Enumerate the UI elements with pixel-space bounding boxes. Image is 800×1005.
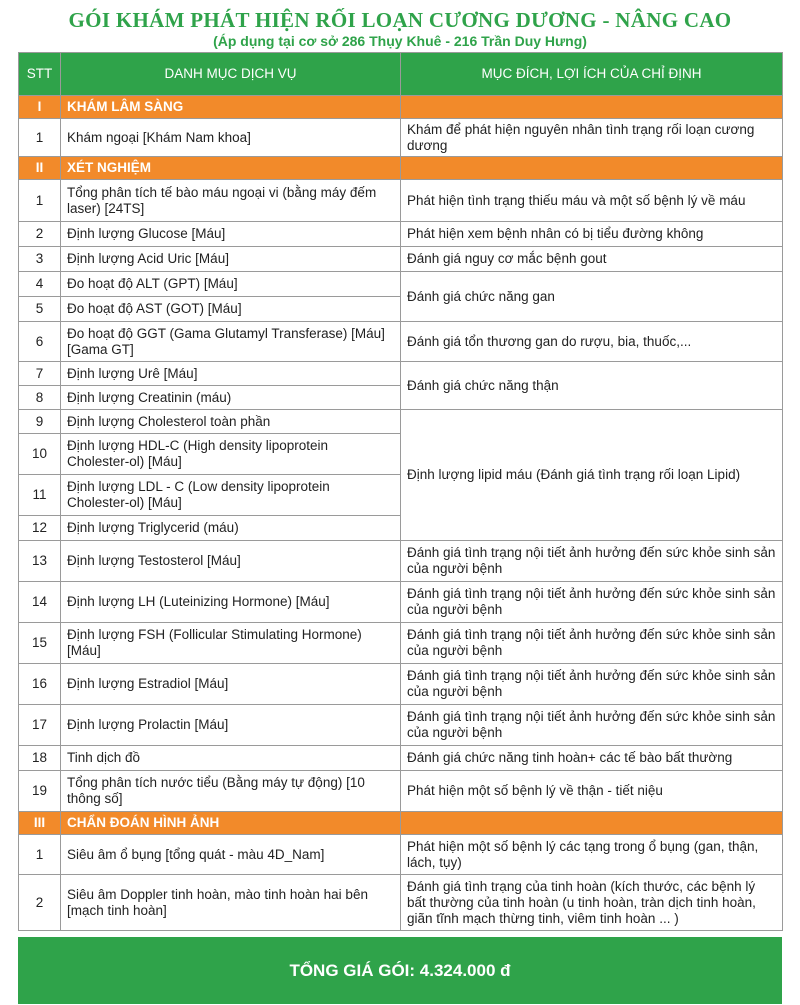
page-subtitle: (Áp dụng tại cơ sở 286 Thụy Khuê - 216 Trần Duy Hưng) xyxy=(213,33,587,49)
table-row xyxy=(19,746,783,771)
page-title: GÓI KHÁM PHÁT HIỆN RỐI LOẠN CƯƠNG DƯƠNG - NÂNG CAO xyxy=(68,8,732,32)
service-cell: Siêu âm Doppler tinh hoàn, mào tinh hoàn hai bên [mạch tinh hoàn] xyxy=(61,875,401,931)
row-number: 14 xyxy=(19,582,61,623)
row-number: 4 xyxy=(19,272,61,297)
row-number: 17 xyxy=(19,705,61,746)
row-number: 5 xyxy=(19,297,61,322)
service-cell: Định lượng Estradiol [Máu] xyxy=(61,664,401,705)
service-cell: Tổng phân tích nước tiểu (Bằng máy tự động) [10 thông số] xyxy=(61,771,401,812)
service-cell: Định lượng Glucose [Máu] xyxy=(61,222,401,247)
purpose-cell: Phát hiện xem bệnh nhân có bị tiểu đường không xyxy=(401,222,783,247)
purpose-cell: Đánh giá tình trạng nội tiết ảnh hưởng đến sức khỏe sinh sản của người bệnh xyxy=(401,705,783,746)
service-cell: Khám ngoại [Khám Nam khoa] xyxy=(61,119,401,157)
purpose-cell: Đánh giá nguy cơ mắc bệnh gout xyxy=(401,247,783,272)
service-cell: Định lượng LH (Luteinizing Hormone) [Máu] xyxy=(61,582,401,623)
service-cell: Định lượng Creatinin (máu) xyxy=(61,386,401,410)
service-cell: Định lượng Triglycerid (máu) xyxy=(61,516,401,541)
table-row xyxy=(19,222,783,247)
table-row xyxy=(19,664,783,705)
service-cell: Định lượng FSH (Follicular Stimulating Hormone) [Máu] xyxy=(61,623,401,664)
row-number: 19 xyxy=(19,771,61,812)
purpose-cell: Đánh giá tình trạng nội tiết ảnh hưởng đến sức khỏe sinh sản của người bệnh xyxy=(401,541,783,582)
table-header-row xyxy=(19,53,783,96)
row-number: 1 xyxy=(19,180,61,222)
table-row xyxy=(19,541,783,582)
section-row xyxy=(19,157,783,180)
header-stt: STT xyxy=(19,53,61,96)
header-service: DANH MỤC DỊCH VỤ xyxy=(61,53,401,96)
purpose-cell: Phát hiện một số bệnh lý các tạng trong ổ bụng (gan, thận, lách, tụy) xyxy=(401,835,783,875)
section-title: XÉT NGHIỆM xyxy=(61,157,401,180)
purpose-cell: Đánh giá tình trạng nội tiết ảnh hưởng đến sức khỏe sinh sản của người bệnh xyxy=(401,582,783,623)
service-cell: Định lượng Cholesterol toàn phần xyxy=(61,410,401,434)
purpose-cell: Đánh giá chức năng tinh hoàn+ các tế bào bất thường xyxy=(401,746,783,771)
purpose-cell: Đánh giá tình trạng nội tiết ảnh hưởng đến sức khỏe sinh sản của người bệnh xyxy=(401,664,783,705)
table-row xyxy=(19,582,783,623)
header-purpose: MỤC ĐÍCH, LỢI ÍCH CỦA CHỈ ĐỊNH xyxy=(401,53,783,96)
row-number: 12 xyxy=(19,516,61,541)
service-cell: Định lượng Acid Uric [Máu] xyxy=(61,247,401,272)
table-row xyxy=(19,322,783,362)
purpose-cell: Đánh giá chức năng gan xyxy=(401,272,783,322)
row-number: 11 xyxy=(19,475,61,516)
table-row xyxy=(19,623,783,664)
purpose-cell: Phát hiện tình trạng thiếu máu và một số bệnh lý về máu xyxy=(401,180,783,222)
row-number: 13 xyxy=(19,541,61,582)
row-number: 7 xyxy=(19,362,61,386)
table-row xyxy=(19,362,783,386)
total-price-banner: TỔNG GIÁ GÓI: 4.324.000 đ xyxy=(18,937,782,1004)
table-row xyxy=(19,875,783,931)
section-row xyxy=(19,96,783,119)
service-table xyxy=(18,52,783,931)
purpose-cell: Phát hiện một số bệnh lý về thận - tiết niệu xyxy=(401,771,783,812)
row-number: 9 xyxy=(19,410,61,434)
table-row xyxy=(19,771,783,812)
purpose-cell: Đánh giá tình trạng nội tiết ảnh hưởng đến sức khỏe sinh sản của người bệnh xyxy=(401,623,783,664)
table-row xyxy=(19,119,783,157)
service-cell: Định lượng HDL-C (High density lipoprotein Cholester-ol) [Máu] xyxy=(61,434,401,475)
service-cell: Tinh dịch đồ xyxy=(61,746,401,771)
service-cell: Đo hoạt độ AST (GOT) [Máu] xyxy=(61,297,401,322)
table-row xyxy=(19,705,783,746)
table-row xyxy=(19,835,783,875)
service-cell: Định lượng Prolactin [Máu] xyxy=(61,705,401,746)
section-row xyxy=(19,812,783,835)
purpose-cell: Đánh giá tổn thương gan do rượu, bia, thuốc,... xyxy=(401,322,783,362)
service-cell: Định lượng Urê [Máu] xyxy=(61,362,401,386)
section-title: CHẨN ĐOÁN HÌNH ẢNH xyxy=(61,812,401,835)
row-number: 3 xyxy=(19,247,61,272)
service-cell: Tổng phân tích tế bào máu ngoại vi (bằng máy đếm laser) [24TS] xyxy=(61,180,401,222)
table-row xyxy=(19,410,783,434)
row-number: 15 xyxy=(19,623,61,664)
row-number: 1 xyxy=(19,835,61,875)
row-number: 6 xyxy=(19,322,61,362)
table-row xyxy=(19,180,783,222)
section-title: KHÁM LÂM SÀNG xyxy=(61,96,401,119)
service-cell: Định lượng Testosterol [Máu] xyxy=(61,541,401,582)
section-number: III xyxy=(19,812,61,835)
table-row xyxy=(19,247,783,272)
service-cell: Định lượng LDL - C (Low density lipoprotein Cholester-ol) [Máu] xyxy=(61,475,401,516)
section-number: I xyxy=(19,96,61,119)
purpose-cell: Khám để phát hiện nguyên nhân tình trạng rối loạn cương dương xyxy=(401,119,783,157)
service-cell: Đo hoạt độ ALT (GPT) [Máu] xyxy=(61,272,401,297)
row-number: 8 xyxy=(19,386,61,410)
purpose-cell: Đánh giá tình trạng của tinh hoàn (kích thước, các bệnh lý bất thường của tinh hoàn (u tinh hoàn, tràn dịch tinh hoàn, giãn tĩnh mạch thừng tinh, viêm tinh hoàn ... ) xyxy=(401,875,783,931)
row-number: 1 xyxy=(19,119,61,157)
row-number: 10 xyxy=(19,434,61,475)
service-cell: Đo hoạt độ GGT (Gama Glutamyl Transferase) [Máu] [Gama GT] xyxy=(61,322,401,362)
row-number: 2 xyxy=(19,875,61,931)
purpose-cell: Định lượng lipid máu (Đánh giá tình trạng rối loạn Lipid) xyxy=(401,410,783,541)
purpose-cell: Đánh giá chức năng thận xyxy=(401,362,783,410)
section-number: II xyxy=(19,157,61,180)
row-number: 16 xyxy=(19,664,61,705)
service-cell: Siêu âm ổ bụng [tổng quát - màu 4D_Nam] xyxy=(61,835,401,875)
row-number: 2 xyxy=(19,222,61,247)
row-number: 18 xyxy=(19,746,61,771)
table-row xyxy=(19,272,783,297)
